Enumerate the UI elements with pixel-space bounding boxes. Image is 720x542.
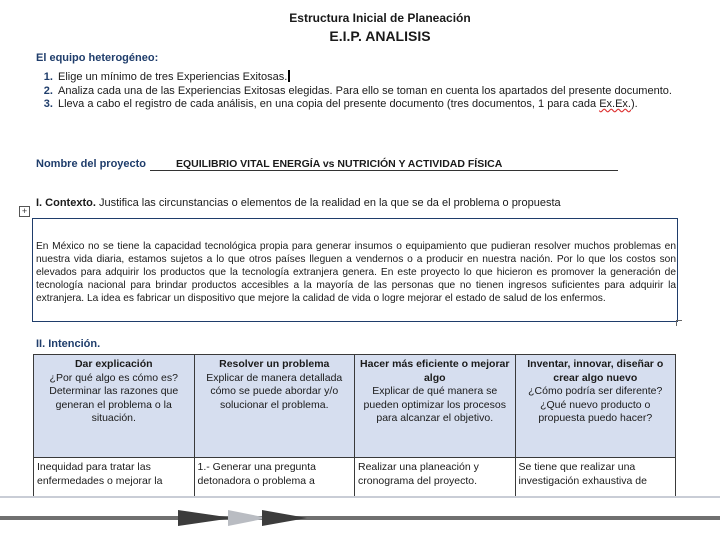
column-desc: Explicar de qué manera se pueden optimizar los procesos para alcanzar el objetivo.	[363, 385, 506, 424]
table-cell[interactable]: 1.- Generar una pregunta detonadora o problema a	[194, 458, 355, 497]
list-item	[56, 70, 696, 85]
column-title: Dar explicación	[74, 358, 153, 370]
spellcheck-word: Ex.Ex.	[599, 98, 631, 110]
project-name: EQUILIBRIO VITAL ENERGÍA vs NUTRICIÓN Y ACTIVIDAD FÍSICA	[176, 158, 503, 170]
list-item: 2. Analiza cada una de las Experiencias Exitosas elegidas. Para ello se toman en cuenta los apartados del presente documento.	[56, 85, 696, 99]
step-3-text: Lleva a cabo el registro de cada análisis, en una copia del presente documento (tres documentos, 1 para cada	[58, 98, 597, 110]
ribbon-arrow	[178, 510, 233, 526]
context-instruction: Justifica las circunstancias o elementos de la realidad en la que se da el problema o propuesta	[98, 197, 561, 209]
steps-list	[36, 70, 696, 112]
table-header-cell[interactable]	[355, 355, 516, 458]
document-title: Estructura Inicial de Planeación	[289, 11, 471, 25]
table-row	[34, 458, 676, 497]
project-label: Nombre del proyecto	[36, 158, 147, 170]
column-desc: ¿Cómo podría ser diferente? ¿Qué nuevo producto o propuesta puedo hacer?	[528, 385, 663, 424]
ribbon-line	[0, 516, 720, 520]
document-subtitle: E.I.P. ANALISIS	[329, 28, 431, 44]
box-corner-mark	[676, 320, 682, 326]
context-heading: I. Contexto.	[36, 197, 96, 209]
table-move-handle-icon[interactable]: +	[19, 206, 30, 217]
intention-table	[33, 354, 676, 496]
table-cell[interactable]: Inequidad para tratar las enfermedades o mejorar la	[34, 458, 195, 497]
team-heading: El equipo heterogéneo:	[36, 52, 159, 64]
column-title: Resolver un problema	[219, 358, 330, 370]
table-cell[interactable]: Se tiene que realizar una investigación exhaustiva de	[515, 458, 676, 497]
ribbon-arrow	[262, 510, 307, 526]
column-title: Hacer más eficiente o mejorar algo	[360, 358, 510, 384]
project-underline	[150, 170, 618, 171]
context-heading-line	[36, 196, 676, 209]
list-item	[56, 98, 696, 112]
context-body: En México no se tiene la capacidad tecnológica propia para generar insumos o equipamiento que pudieran resolver muchos problemas en nuestra vida diaria, estamos sujetos a lo que otros países lleguen a vendernos o a producir en nuestra nación. Por lo que los costos son elevados para adquirir los productos que la tecnología extranjera genera. En este proyecto lo que hicieron es promover la generación de tecnología nacional para brindar productos accesibles a la mayoría de las personas que no tienen ingresos suficientes para adquirir la extranjera. La idea es fabricar un dispositivo que mejore la calidad de vida o logre mejorar el estado de salud de los enfermos.	[36, 241, 676, 304]
column-title: Inventar, innovar, diseñar o crear algo nuevo	[527, 358, 664, 384]
step-1-text: Elige un mínimo de tres Experiencias Exitosas.	[58, 71, 288, 83]
table-header-cell[interactable]	[34, 355, 195, 458]
step-3-tail: ).	[630, 98, 638, 110]
intention-heading: II. Intención.	[36, 338, 101, 350]
table-header-row	[34, 355, 676, 458]
table-header-cell[interactable]	[515, 355, 676, 458]
table-cell[interactable]: Realizar una planeación y cronograma del proyecto.	[355, 458, 516, 497]
text-cursor	[288, 70, 290, 82]
slide-footer-ribbon	[0, 496, 720, 542]
table-header-cell[interactable]	[194, 355, 355, 458]
column-desc: Explicar de manera detallada cómo se puede abordar y/o solucionar el problema.	[206, 371, 343, 411]
column-desc: ¿Por qué algo es cómo es? Determinar las razones que generan el problema o la situación.	[49, 371, 179, 424]
